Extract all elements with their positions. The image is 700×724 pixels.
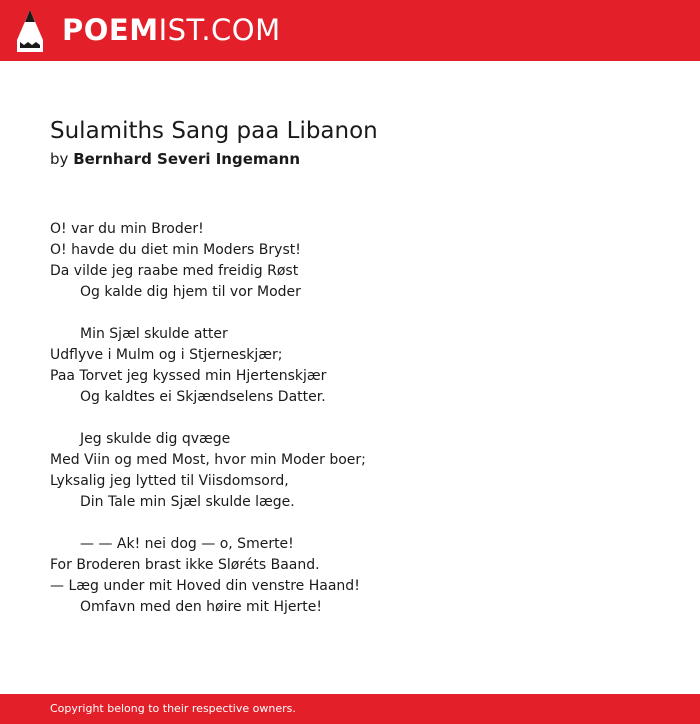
- site-header: [0, 0, 700, 61]
- stanza: [50, 324, 650, 408]
- poem-line: Og kaldtes ei Skjændselens Datter.: [80, 389, 326, 405]
- site-logo-text[interactable]: [62, 13, 281, 47]
- pencil-tip-icon[interactable]: [17, 10, 43, 52]
- poem-line: O! var du min Broder!: [50, 221, 204, 237]
- site-footer: [0, 694, 700, 724]
- stanza: [50, 534, 650, 618]
- poem-body: [50, 219, 650, 639]
- poem-line: Udflyve i Mulm og i Stjerneskjær;: [50, 347, 283, 363]
- poem-line: Jeg skulde dig qvæge: [80, 431, 231, 447]
- poem-line: Da vilde jeg raabe med freidig Røst: [50, 263, 299, 279]
- poem-line: — Læg under mit Hoved din venstre Haand!: [50, 578, 360, 594]
- poem-line: Din Tale min Sjæl skulde læge.: [80, 494, 295, 510]
- brand-bold: POEM: [62, 13, 159, 47]
- stanza: [50, 219, 650, 303]
- poem-line: Med Viin og med Most, hvor min Moder boer;: [50, 452, 366, 468]
- by-label: by: [50, 150, 69, 168]
- brand-light: IST.COM: [158, 13, 281, 47]
- poem-line: Paa Torvet jeg kyssed min Hjertenskjær: [50, 368, 327, 384]
- poem-line: For Broderen brast ikke Sløréts Baand.: [50, 557, 320, 573]
- poem-line: Lyksalig jeg lytted til Viisdomsord,: [50, 473, 289, 489]
- poem-line: Og kalde dig hjem til vor Moder: [80, 284, 301, 300]
- poem-title: Sulamiths Sang paa Libanon: [50, 118, 378, 144]
- stanza: [50, 429, 650, 513]
- poem-line: — — Ak! nei dog — o, Smerte!: [80, 536, 294, 552]
- poem-line: O! havde du diet min Moders Bryst!: [50, 242, 301, 258]
- poem-line: Min Sjæl skulde atter: [80, 326, 228, 342]
- byline: [50, 149, 300, 169]
- author-name[interactable]: Bernhard Severi Ingemann: [73, 150, 300, 168]
- copyright-text: Copyright belong to their respective owners.: [50, 702, 296, 715]
- poem-line: Omfavn med den høire mit Hjerte!: [80, 599, 322, 615]
